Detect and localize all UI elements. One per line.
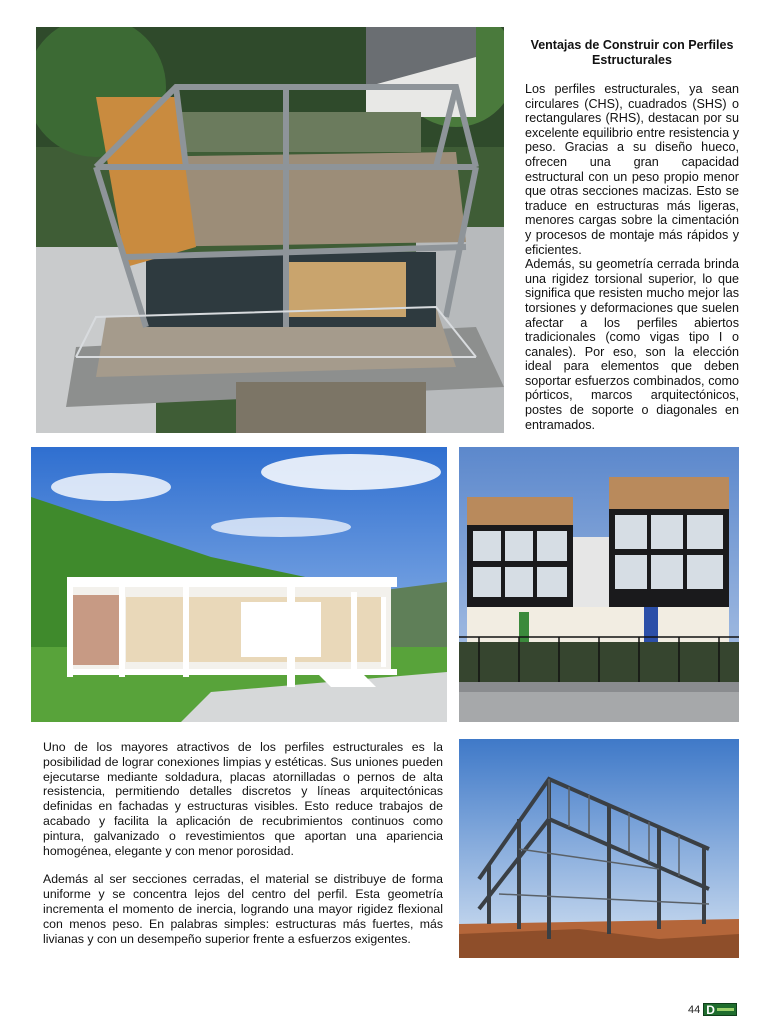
photo-steel-structure-construction — [459, 739, 739, 958]
side-paragraph: Además, su geometría cerrada brinda una rigidez torsional superior, lo que significa que resisten mucho mejor las torsiones y deformaciones que suelen afectar a los perfiles abiertos tradicionales (como vigas tipo I o canales). Por eso, son la elección ideal para elementos que deben soportar esfuerzos combinados, como pórticos, marcos arquitectónicos, postes de soporte o diagonales en entramados. — [525, 257, 739, 432]
photo-white-pavilion — [31, 447, 447, 722]
logo-bar — [717, 1008, 734, 1011]
photo-steel-frame-house — [36, 27, 504, 433]
bottom-paragraph: Uno de los mayores atractivos de los perfiles estructurales es la posibilidad de lograr conexiones limpias y estéticas. Sus uniones pueden ejecutarse mediante soldadura, placas atornilladas o pernos de alta resistencia, permitiendo detalles discretos y líneas arquitectónicas definidas en fachadas y estructuras visibles. Esto reduce trabajos de acabado y facilita la aplicación de recubrimientos continuos como pintura, galvanizado o revestimientos que aportan una apariencia homogénea, elegante y con menor porosidad. — [43, 740, 443, 858]
article-side-column — [525, 38, 739, 432]
side-paragraph: Los perfiles estructurales, ya sean circulares (CHS), cuadrados (SHS) o rectangulares (RHS), destacan por su excelente equilibrio entre resistencia y peso. Gracias a su diseño hueco, ofrecen una gran capacidad estructural con un peso propio menor que otras secciones macizas. Esto se traduce en estructuras más ligeras, menores cargas sobre la cimentación y procesos de montaje más rápidos y eficientes. — [525, 82, 739, 257]
photo-black-townhouses — [459, 447, 739, 722]
article-bottom-column — [43, 740, 443, 960]
page-number: 44 — [688, 1003, 701, 1016]
magazine-logo — [703, 1003, 737, 1016]
article-title: Ventajas de Construir con Perfiles Estructurales — [530, 38, 734, 67]
logo-letter: D — [706, 1002, 715, 1017]
page-footer — [688, 1003, 737, 1016]
bottom-paragraph: Además al ser secciones cerradas, el material se distribuye de forma uniforme y se concentra lejos del centro del perfil. Esta geometría incrementa el momento de inercia, logrando una mayor rigidez flexional con menos peso. En palabras simples: estructuras más fuertes, más livianas y con un desempeño superior frente a esfuerzos exigentes. — [43, 872, 443, 946]
